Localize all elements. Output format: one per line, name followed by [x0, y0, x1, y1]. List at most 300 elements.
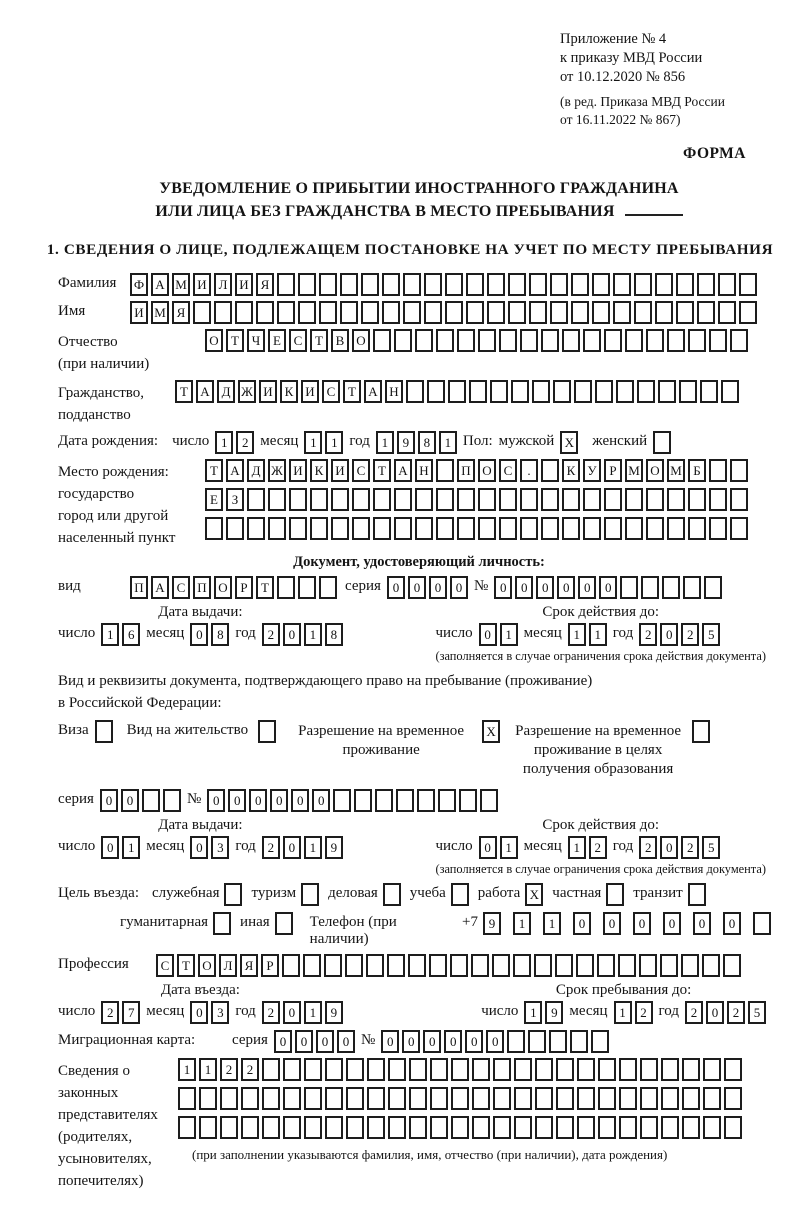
char-box[interactable]: С: [289, 329, 307, 352]
char-box[interactable]: [520, 329, 538, 352]
char-box[interactable]: [513, 954, 531, 977]
char-box[interactable]: 0: [578, 576, 596, 599]
char-box[interactable]: [556, 1087, 574, 1110]
char-box[interactable]: 6: [122, 623, 140, 646]
char-box[interactable]: 1: [614, 1001, 632, 1024]
char-box[interactable]: 0: [316, 1030, 334, 1053]
char-box[interactable]: [625, 517, 643, 540]
char-box[interactable]: У: [583, 459, 601, 482]
char-box[interactable]: [625, 488, 643, 511]
char-box[interactable]: [640, 1116, 658, 1139]
char-box[interactable]: [451, 1058, 469, 1081]
char-box[interactable]: [718, 301, 736, 324]
char-box[interactable]: [682, 1116, 700, 1139]
char-box[interactable]: 0: [444, 1030, 462, 1053]
char-box[interactable]: [193, 301, 211, 324]
char-box[interactable]: 1: [439, 431, 457, 454]
char-box[interactable]: [619, 1087, 637, 1110]
char-box[interactable]: [676, 273, 694, 296]
char-box[interactable]: [700, 380, 718, 403]
char-box[interactable]: [346, 1058, 364, 1081]
char-box[interactable]: [352, 488, 370, 511]
char-box[interactable]: О: [214, 576, 232, 599]
char-box[interactable]: [448, 380, 466, 403]
char-box[interactable]: [366, 954, 384, 977]
char-box[interactable]: [268, 517, 286, 540]
char-box[interactable]: И: [289, 459, 307, 482]
char-box[interactable]: [352, 517, 370, 540]
char-box[interactable]: П: [130, 576, 148, 599]
char-box[interactable]: [277, 301, 295, 324]
char-box[interactable]: Л: [214, 273, 232, 296]
char-box[interactable]: [724, 1116, 742, 1139]
char-box[interactable]: 1: [178, 1058, 196, 1081]
char-box[interactable]: [592, 273, 610, 296]
char-box[interactable]: 2: [727, 1001, 745, 1024]
char-box[interactable]: [424, 301, 442, 324]
char-box[interactable]: [325, 1058, 343, 1081]
char-box[interactable]: [289, 517, 307, 540]
char-box[interactable]: М: [151, 301, 169, 324]
char-box[interactable]: [298, 273, 316, 296]
char-box[interactable]: Р: [604, 459, 622, 482]
char-box[interactable]: [388, 1087, 406, 1110]
char-box[interactable]: [535, 1087, 553, 1110]
char-box[interactable]: 5: [702, 836, 720, 859]
char-box[interactable]: [618, 954, 636, 977]
char-box[interactable]: [325, 1116, 343, 1139]
char-box[interactable]: [667, 517, 685, 540]
char-box[interactable]: [637, 380, 655, 403]
char-box[interactable]: [583, 329, 601, 352]
char-box[interactable]: [541, 488, 559, 511]
char-box[interactable]: Ж: [238, 380, 256, 403]
char-box[interactable]: 8: [418, 431, 436, 454]
char-box[interactable]: Т: [226, 329, 244, 352]
char-box[interactable]: Н: [415, 459, 433, 482]
char-box[interactable]: [634, 273, 652, 296]
purpose-private-checkbox[interactable]: [606, 883, 624, 906]
char-box[interactable]: 1: [101, 623, 119, 646]
char-box[interactable]: С: [499, 459, 517, 482]
char-box[interactable]: [331, 488, 349, 511]
char-box[interactable]: [583, 488, 601, 511]
char-box[interactable]: [724, 1087, 742, 1110]
char-box[interactable]: М: [172, 273, 190, 296]
char-box[interactable]: [367, 1116, 385, 1139]
char-box[interactable]: [577, 1087, 595, 1110]
char-box[interactable]: 0: [291, 789, 309, 812]
char-box[interactable]: [511, 380, 529, 403]
char-box[interactable]: 0: [603, 912, 621, 935]
char-box[interactable]: [616, 380, 634, 403]
char-box[interactable]: В: [331, 329, 349, 352]
char-box[interactable]: [508, 301, 526, 324]
char-box[interactable]: [723, 954, 741, 977]
char-box[interactable]: А: [151, 576, 169, 599]
char-box[interactable]: [466, 273, 484, 296]
purpose-humanitarian-checkbox[interactable]: [213, 912, 231, 935]
char-box[interactable]: [697, 301, 715, 324]
char-box[interactable]: Т: [175, 380, 193, 403]
char-box[interactable]: [574, 380, 592, 403]
char-box[interactable]: [493, 1087, 511, 1110]
char-box[interactable]: [354, 789, 372, 812]
char-box[interactable]: [403, 301, 421, 324]
char-box[interactable]: 0: [515, 576, 533, 599]
char-box[interactable]: [709, 329, 727, 352]
char-box[interactable]: [604, 329, 622, 352]
char-box[interactable]: О: [352, 329, 370, 352]
char-box[interactable]: [591, 1030, 609, 1053]
char-box[interactable]: Т: [205, 459, 223, 482]
char-box[interactable]: 7: [122, 1001, 140, 1024]
char-box[interactable]: [375, 789, 393, 812]
char-box[interactable]: [394, 488, 412, 511]
char-box[interactable]: [469, 380, 487, 403]
char-box[interactable]: [646, 329, 664, 352]
char-box[interactable]: [396, 789, 414, 812]
char-box[interactable]: [688, 488, 706, 511]
char-box[interactable]: 2: [681, 623, 699, 646]
char-box[interactable]: [345, 954, 363, 977]
sex-female-checkbox[interactable]: [653, 431, 671, 454]
char-box[interactable]: 0: [706, 1001, 724, 1024]
char-box[interactable]: 0: [249, 789, 267, 812]
char-box[interactable]: [556, 1116, 574, 1139]
char-box[interactable]: 0: [693, 912, 711, 935]
char-box[interactable]: [373, 329, 391, 352]
char-box[interactable]: 8: [211, 623, 229, 646]
char-box[interactable]: [721, 380, 739, 403]
char-box[interactable]: [436, 329, 454, 352]
char-box[interactable]: [415, 329, 433, 352]
char-box[interactable]: [583, 517, 601, 540]
char-box[interactable]: 0: [408, 576, 426, 599]
char-box[interactable]: П: [193, 576, 211, 599]
char-box[interactable]: [457, 517, 475, 540]
char-box[interactable]: [532, 380, 550, 403]
char-box[interactable]: [562, 329, 580, 352]
char-box[interactable]: [550, 273, 568, 296]
char-box[interactable]: К: [280, 380, 298, 403]
char-box[interactable]: 0: [283, 836, 301, 859]
char-box[interactable]: [688, 517, 706, 540]
char-box[interactable]: [571, 301, 589, 324]
char-box[interactable]: Т: [310, 329, 328, 352]
char-box[interactable]: 0: [100, 789, 118, 812]
char-box[interactable]: А: [151, 273, 169, 296]
char-box[interactable]: [408, 954, 426, 977]
char-box[interactable]: [409, 1116, 427, 1139]
char-box[interactable]: [361, 301, 379, 324]
char-box[interactable]: К: [310, 459, 328, 482]
char-box[interactable]: [703, 1058, 721, 1081]
purpose-other-checkbox[interactable]: [275, 912, 293, 935]
char-box[interactable]: [226, 517, 244, 540]
char-box[interactable]: [178, 1116, 196, 1139]
char-box[interactable]: Я: [240, 954, 258, 977]
char-box[interactable]: [655, 273, 673, 296]
char-box[interactable]: 2: [101, 1001, 119, 1024]
char-box[interactable]: [436, 517, 454, 540]
char-box[interactable]: [304, 1087, 322, 1110]
char-box[interactable]: [556, 1058, 574, 1081]
char-box[interactable]: 0: [450, 576, 468, 599]
char-box[interactable]: [451, 1116, 469, 1139]
char-box[interactable]: [562, 517, 580, 540]
char-box[interactable]: [619, 1058, 637, 1081]
purpose-business-checkbox[interactable]: [383, 883, 401, 906]
char-box[interactable]: [507, 1030, 525, 1053]
visa-checkbox[interactable]: [95, 720, 113, 743]
char-box[interactable]: [289, 488, 307, 511]
char-box[interactable]: 2: [635, 1001, 653, 1024]
char-box[interactable]: [667, 329, 685, 352]
char-box[interactable]: 0: [573, 912, 591, 935]
char-box[interactable]: Л: [219, 954, 237, 977]
char-box[interactable]: [478, 517, 496, 540]
char-box[interactable]: [367, 1087, 385, 1110]
char-box[interactable]: 0: [557, 576, 575, 599]
char-box[interactable]: [730, 329, 748, 352]
char-box[interactable]: А: [364, 380, 382, 403]
char-box[interactable]: [340, 273, 358, 296]
char-box[interactable]: Е: [205, 488, 223, 511]
char-box[interactable]: [703, 1087, 721, 1110]
char-box[interactable]: [436, 459, 454, 482]
char-box[interactable]: К: [562, 459, 580, 482]
char-box[interactable]: [394, 329, 412, 352]
char-box[interactable]: 0: [486, 1030, 504, 1053]
residence-permit-checkbox[interactable]: [258, 720, 276, 743]
char-box[interactable]: [480, 789, 498, 812]
char-box[interactable]: [730, 517, 748, 540]
char-box[interactable]: [613, 301, 631, 324]
char-box[interactable]: Д: [247, 459, 265, 482]
char-box[interactable]: [570, 1030, 588, 1053]
char-box[interactable]: [466, 301, 484, 324]
char-box[interactable]: Е: [268, 329, 286, 352]
char-box[interactable]: 1: [304, 623, 322, 646]
char-box[interactable]: 0: [228, 789, 246, 812]
char-box[interactable]: [493, 1058, 511, 1081]
char-box[interactable]: [639, 954, 657, 977]
char-box[interactable]: А: [196, 380, 214, 403]
char-box[interactable]: 1: [568, 623, 586, 646]
char-box[interactable]: [283, 1116, 301, 1139]
char-box[interactable]: [702, 954, 720, 977]
purpose-work-checkbox[interactable]: X: [525, 883, 543, 906]
char-box[interactable]: [367, 1058, 385, 1081]
char-box[interactable]: 0: [660, 623, 678, 646]
char-box[interactable]: [373, 488, 391, 511]
char-box[interactable]: Б: [688, 459, 706, 482]
char-box[interactable]: [604, 488, 622, 511]
char-box[interactable]: [304, 1116, 322, 1139]
char-box[interactable]: [703, 1116, 721, 1139]
char-box[interactable]: 0: [402, 1030, 420, 1053]
char-box[interactable]: С: [352, 459, 370, 482]
char-box[interactable]: [577, 1058, 595, 1081]
char-box[interactable]: [298, 301, 316, 324]
char-box[interactable]: И: [193, 273, 211, 296]
char-box[interactable]: 1: [325, 431, 343, 454]
char-box[interactable]: [679, 380, 697, 403]
char-box[interactable]: 2: [241, 1058, 259, 1081]
char-box[interactable]: Ж: [268, 459, 286, 482]
char-box[interactable]: 0: [387, 576, 405, 599]
char-box[interactable]: 5: [702, 623, 720, 646]
char-box[interactable]: [346, 1087, 364, 1110]
char-box[interactable]: [576, 954, 594, 977]
char-box[interactable]: 0: [536, 576, 554, 599]
char-box[interactable]: [487, 273, 505, 296]
char-box[interactable]: [493, 1116, 511, 1139]
char-box[interactable]: [709, 488, 727, 511]
char-box[interactable]: [333, 789, 351, 812]
char-box[interactable]: 3: [211, 1001, 229, 1024]
char-box[interactable]: [641, 576, 659, 599]
char-box[interactable]: Т: [177, 954, 195, 977]
char-box[interactable]: [457, 488, 475, 511]
char-box[interactable]: [388, 1058, 406, 1081]
char-box[interactable]: [430, 1116, 448, 1139]
char-box[interactable]: 2: [681, 836, 699, 859]
char-box[interactable]: [304, 1058, 322, 1081]
char-box[interactable]: .: [520, 459, 538, 482]
char-box[interactable]: 1: [304, 836, 322, 859]
char-box[interactable]: [409, 1087, 427, 1110]
char-box[interactable]: [514, 1087, 532, 1110]
char-box[interactable]: 0: [270, 789, 288, 812]
char-box[interactable]: [520, 488, 538, 511]
char-box[interactable]: Т: [256, 576, 274, 599]
char-box[interactable]: [394, 517, 412, 540]
char-box[interactable]: [382, 273, 400, 296]
char-box[interactable]: [535, 1116, 553, 1139]
char-box[interactable]: [387, 954, 405, 977]
char-box[interactable]: [424, 273, 442, 296]
char-box[interactable]: [214, 301, 232, 324]
char-box[interactable]: [451, 1087, 469, 1110]
char-box[interactable]: [205, 517, 223, 540]
char-box[interactable]: 2: [639, 623, 657, 646]
char-box[interactable]: 3: [211, 836, 229, 859]
char-box[interactable]: [625, 329, 643, 352]
char-box[interactable]: [406, 380, 424, 403]
char-box[interactable]: [577, 1116, 595, 1139]
char-box[interactable]: [199, 1087, 217, 1110]
char-box[interactable]: 1: [215, 431, 233, 454]
char-box[interactable]: [268, 488, 286, 511]
char-box[interactable]: [598, 1087, 616, 1110]
char-box[interactable]: [667, 488, 685, 511]
char-box[interactable]: [472, 1116, 490, 1139]
char-box[interactable]: [681, 954, 699, 977]
char-box[interactable]: С: [322, 380, 340, 403]
char-box[interactable]: [429, 954, 447, 977]
char-box[interactable]: И: [259, 380, 277, 403]
char-box[interactable]: [553, 380, 571, 403]
char-box[interactable]: [487, 301, 505, 324]
char-box[interactable]: С: [156, 954, 174, 977]
char-box[interactable]: О: [478, 459, 496, 482]
char-box[interactable]: 1: [304, 431, 322, 454]
char-box[interactable]: Р: [261, 954, 279, 977]
char-box[interactable]: 1: [122, 836, 140, 859]
char-box[interactable]: [661, 1087, 679, 1110]
char-box[interactable]: [613, 273, 631, 296]
char-box[interactable]: М: [667, 459, 685, 482]
char-box[interactable]: [415, 517, 433, 540]
char-box[interactable]: О: [198, 954, 216, 977]
char-box[interactable]: 0: [190, 836, 208, 859]
char-box[interactable]: [597, 954, 615, 977]
char-box[interactable]: [697, 273, 715, 296]
char-box[interactable]: [450, 954, 468, 977]
char-box[interactable]: [662, 576, 680, 599]
char-box[interactable]: 9: [397, 431, 415, 454]
char-box[interactable]: [340, 301, 358, 324]
char-box[interactable]: О: [205, 329, 223, 352]
char-box[interactable]: [555, 954, 573, 977]
char-box[interactable]: [598, 1116, 616, 1139]
char-box[interactable]: [409, 1058, 427, 1081]
char-box[interactable]: [303, 954, 321, 977]
char-box[interactable]: [562, 488, 580, 511]
char-box[interactable]: [319, 301, 337, 324]
char-box[interactable]: [142, 789, 160, 812]
char-box[interactable]: [220, 1087, 238, 1110]
char-box[interactable]: [403, 273, 421, 296]
char-box[interactable]: 2: [589, 836, 607, 859]
char-box[interactable]: А: [226, 459, 244, 482]
char-box[interactable]: [709, 517, 727, 540]
char-box[interactable]: 1: [376, 431, 394, 454]
char-box[interactable]: С: [172, 576, 190, 599]
char-box[interactable]: 0: [295, 1030, 313, 1053]
char-box[interactable]: [472, 1058, 490, 1081]
char-box[interactable]: [753, 912, 771, 935]
char-box[interactable]: 9: [545, 1001, 563, 1024]
char-box[interactable]: [438, 789, 456, 812]
char-box[interactable]: [660, 954, 678, 977]
char-box[interactable]: [262, 1116, 280, 1139]
char-box[interactable]: [508, 273, 526, 296]
char-box[interactable]: 0: [479, 623, 497, 646]
char-box[interactable]: Я: [172, 301, 190, 324]
char-box[interactable]: [640, 1087, 658, 1110]
char-box[interactable]: [373, 517, 391, 540]
char-box[interactable]: [490, 380, 508, 403]
char-box[interactable]: [382, 301, 400, 324]
char-box[interactable]: [619, 1116, 637, 1139]
char-box[interactable]: [163, 789, 181, 812]
char-box[interactable]: Р: [235, 576, 253, 599]
char-box[interactable]: 1: [589, 623, 607, 646]
char-box[interactable]: [499, 517, 517, 540]
char-box[interactable]: [534, 954, 552, 977]
char-box[interactable]: [241, 1116, 259, 1139]
char-box[interactable]: 0: [429, 576, 447, 599]
char-box[interactable]: [247, 517, 265, 540]
char-box[interactable]: Ч: [247, 329, 265, 352]
char-box[interactable]: О: [646, 459, 664, 482]
char-box[interactable]: [718, 273, 736, 296]
char-box[interactable]: [427, 380, 445, 403]
char-box[interactable]: 1: [500, 623, 518, 646]
